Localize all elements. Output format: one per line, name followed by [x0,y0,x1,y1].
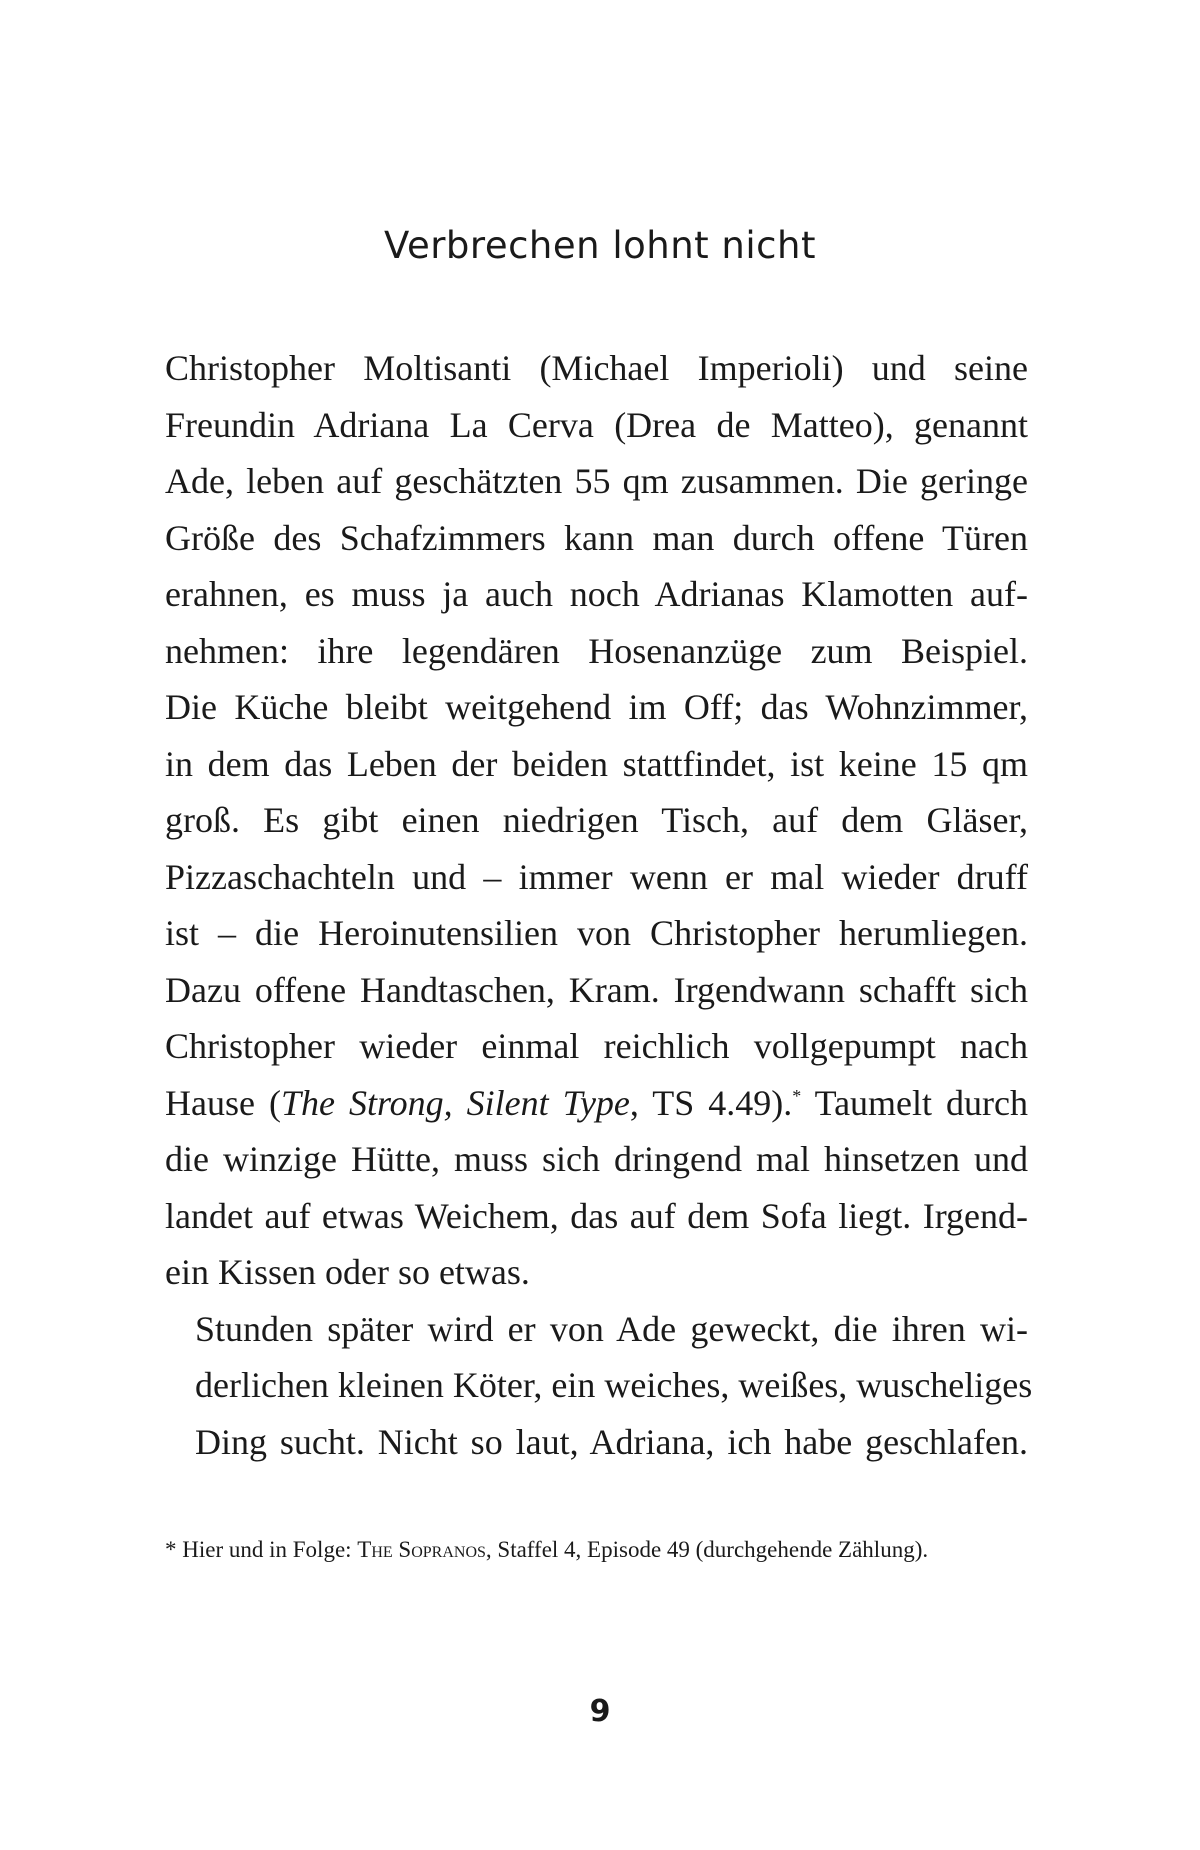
text-line: ein Kissen oder so etwas. [165,1252,530,1292]
text-line: erahnen, es muss ja auch noch Adrianas Klamotten auf- [165,574,1028,614]
text-line: landet auf etwas Weichem, das auf dem Sofa liegt. Irgend- [165,1195,1028,1236]
text-line: die winzige Hütte, muss sich dringend mal hinsetzen und [165,1139,1028,1179]
text-line: Größe des Schafzimmers kann man durch offene Türen [165,517,1028,558]
footnote-reference[interactable]: * [792,1085,802,1106]
text-line: Christopher wieder einmal reichlich vollgepumpt nach [165,1026,1028,1066]
text-line: nehmen: ihre legendären Hosenanzüge zum Beispiel. [165,630,1028,671]
text-line: groß. Es gibt einen niedrigen Tisch, auf dem Gläser, [165,800,1028,840]
body-text [165,340,1033,1470]
text-line: Freundin Adriana La Cerva (Drea de Matteo), genannt [165,404,1028,445]
text-fragment: Hause ( [165,1082,281,1123]
text-line: derlichen kleinen Köter, ein weiches, weißes, wuscheliges [195,1365,1033,1405]
episode-title: The Strong, Silent Type [280,1082,630,1123]
series-title: The Sopranos [357,1537,486,1562]
chapter-title: Verbrechen lohnt nicht [384,224,816,267]
text-line: in dem das Leben der beiden stattfindet, ist keine 15 qm [165,743,1028,784]
footnote-text: * Hier und in Folge: [165,1537,358,1562]
footnote-text: , Staffel 4, Episode 49 (durchgehende Zählung). [485,1537,929,1562]
text-line-with-title [165,1075,1028,1132]
paragraph-2 [165,1301,1033,1471]
text-line: Die Küche bleibt weitgehend im Off; das Wohnzimmer, [165,687,1028,727]
text-line: Ding sucht. Nicht so laut, Adriana, ich habe geschlafen. [195,1421,1028,1462]
text-line: Stunden später wird er von Ade geweckt, die ihren wi- [195,1308,1028,1349]
paragraph-1 [165,340,1028,1301]
page-number: 9 [589,1694,611,1729]
text-line: Dazu offene Handtaschen, Kram. Irgendwann schafft sich [165,969,1028,1010]
text-line: Ade, leben auf geschätzten 55 qm zusammen. Die geringe [165,461,1028,501]
text-fragment: , TS 4.49). [629,1082,793,1123]
text-line: Christopher Moltisanti (Michael Imperioli) und seine [165,348,1028,388]
text-line: Pizzaschachteln und – immer wenn er mal wieder druff [165,856,1028,897]
footnote [165,1535,1028,1565]
text-fragment: Taumelt durch [801,1082,1028,1123]
text-line: ist – die Heroinutensilien von Christopher herumliegen. [165,913,1028,953]
